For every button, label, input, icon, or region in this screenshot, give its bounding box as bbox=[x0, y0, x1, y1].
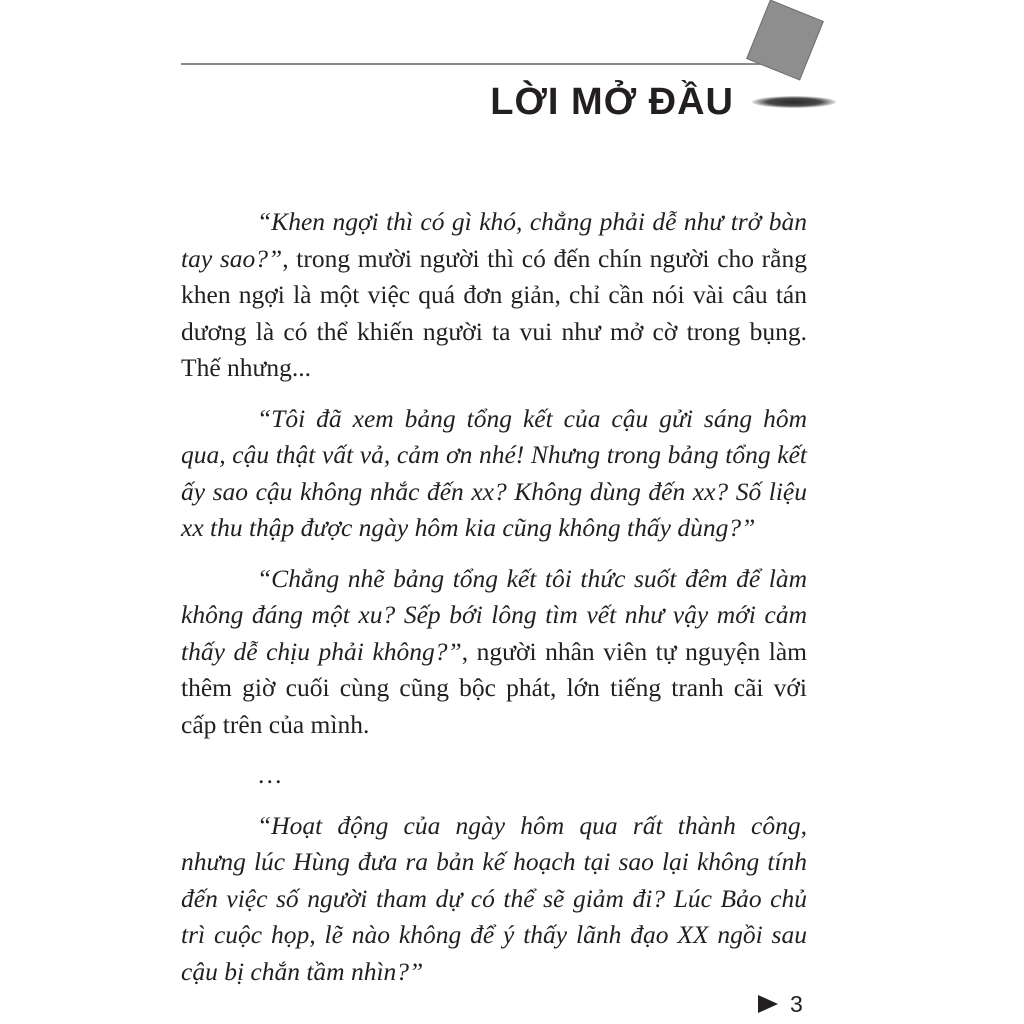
corner-square-ornament bbox=[746, 0, 824, 81]
triangle-right-icon bbox=[758, 995, 778, 1013]
paragraph-4-quote: “Hoạt động của ngày hôm qua rất thành công, nhưng lúc Hùng đưa ra bản kế hoạch tại sao lại không tính đến việc số người tham dự có thể sẽ giảm đi? Lúc Bảo chủ trì cuộc họp, lẽ nào không để ý thấy lãnh đạo XX ngồi sau cậu bị chắn tầm nhìn?” bbox=[181, 810, 807, 986]
ellipsis-line: … bbox=[257, 760, 283, 789]
paragraph-2-quote: “Tôi đã xem bảng tổng kết của cậu gửi sáng hôm qua, cậu thật vất vả, cảm ơn nhé! Nhưng trong bảng tổng kết ấy sao cậu không nhắc đến xx? Không dùng đến xx? Số liệu xx thu thập được ngày hôm kia cũng không thấy dùng?” bbox=[181, 403, 807, 542]
paragraph-1 bbox=[181, 204, 807, 387]
page-number: 3 bbox=[790, 990, 803, 1017]
paragraph-2 bbox=[181, 401, 807, 547]
paragraph-3 bbox=[181, 561, 807, 744]
paragraph-3-quote: “Chẳng nhẽ bảng tổng kết tôi thức suốt đêm để làm không đáng một xu? Sếp bới lông tìm vết như vậy mới cảm thấy dễ chịu phải không?” bbox=[181, 563, 807, 666]
paragraph-1-quote: “Khen ngợi thì có gì khó, chẳng phải dễ như trở bàn tay sao?” bbox=[181, 207, 807, 273]
chapter-title: LỜI MỞ ĐẦU bbox=[490, 81, 734, 123]
paragraph-1-text: , trong mười người thì có đến chín người cho rằng khen ngợi là một việc quá đơn giản, chỉ cần nói vài câu tán dương là có thể khiến người ta vui như mở cờ trong bụng. Thế nhưng... bbox=[181, 243, 807, 382]
body-text bbox=[181, 204, 807, 1004]
page-footer bbox=[758, 990, 803, 1018]
paragraph-3-text: , người nhân viên tự nguyện làm thêm giờ cuối cùng cũng bộc phát, lớn tiếng tranh cãi với cấp trên của mình. bbox=[181, 636, 807, 739]
header-rule bbox=[181, 63, 766, 65]
title-shadow-ornament bbox=[752, 96, 836, 108]
paragraph-4 bbox=[181, 808, 807, 991]
